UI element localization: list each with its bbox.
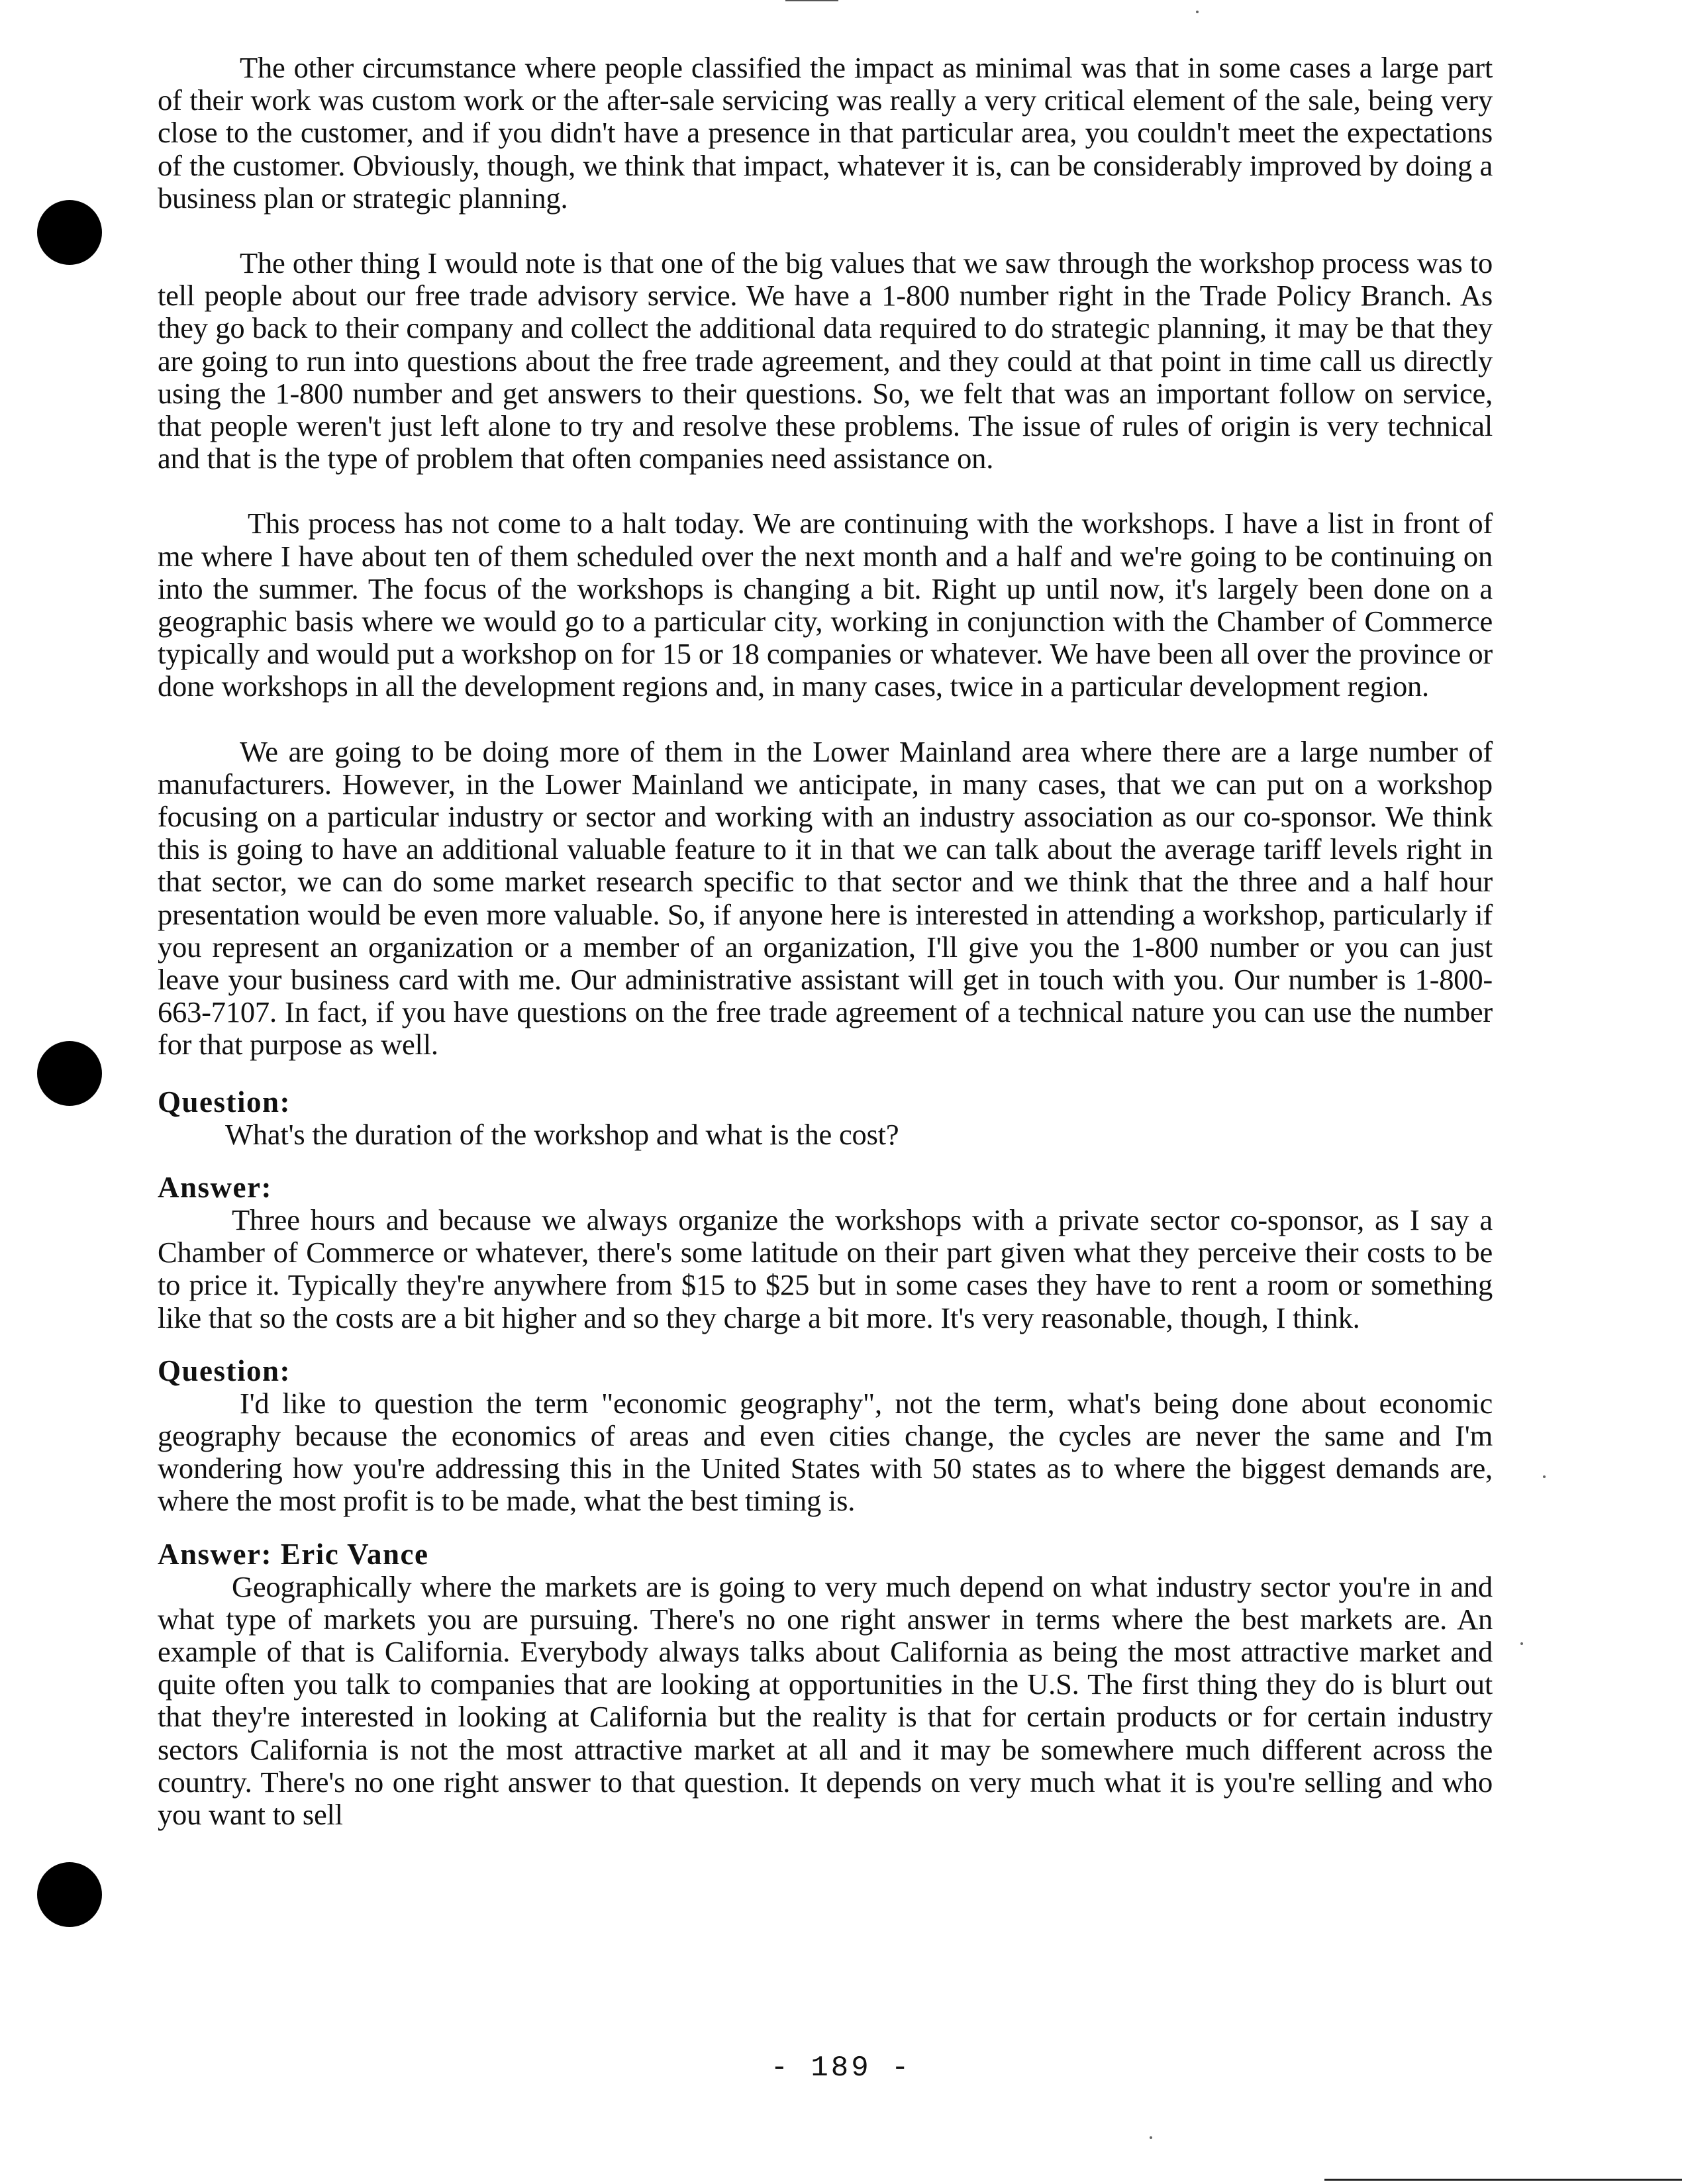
question-heading: Question: bbox=[158, 1085, 291, 1118]
page-number: - 189 - bbox=[770, 2052, 912, 2085]
scan-speck bbox=[1196, 11, 1199, 13]
question-heading: Question: bbox=[158, 1354, 291, 1387]
binder-hole-middle bbox=[37, 1041, 102, 1106]
paragraph-workshops-continuing: This process has not come to a halt today. We are continuing with the workshops. I have a list in front of me where I have about ten of them scheduled over the next month and a half and we're going to be continuing on into the summer. The focus of the workshops is changing a bit. Right up until now, it's largely been done on a geographic basis where we would go to a particular city, working in conjunction with the Chamber of Commerce typically and would put a workshop on for 15 or 18 companies or whatever. We have been all over the province or done workshops in all the development regions and, in many cases, twice in a particular development region. bbox=[158, 507, 1493, 703]
question-text: I'd like to question the term "economic geography", not the term, what's being done about economic geography because the economics of areas and even cities change, the cycles are never the same and I'm wondering how you're addressing this in the United States with 50 states as to where the biggest demands are, where the most profit is to be made, what the best timing is. bbox=[158, 1386, 1493, 1518]
binder-hole-bottom bbox=[37, 1862, 102, 1927]
scan-edge-mark bbox=[785, 0, 838, 1]
paragraph-impact-minimal: The other circumstance where people classified the impact as minimal was that in some cases a large part of their work was custom work or the after-sale servicing was really a very critical element of the sale, being very close to the customer, and if you didn't have a presence in that particular area, you couldn't meet the expectations of the customer. Obviously, though, we think that impact, whatever it is, can be considerably improved by doing a business plan or strategic planning. bbox=[158, 51, 1493, 215]
paragraph-lower-mainland: We are going to be doing more of them in the Lower Mainland area where there are a large number of manufacturers. However, in the Lower Mainland we anticipate, in many cases, that we can put on a workshop focusing on a particular industry or sector and working with an industry association as our co-sponsor. We think this is going to have an additional valuable feature to it in that we can talk about the average tariff levels right in that sector, we can do some market research specific to that sector and we think that the three and a half hour presentation would be even more valuable. So, if anyone here is interested in attending a workshop, particularly if you represent an organization or a member of an organization, I'll give you the 1-800 number or you can just leave your business card with me. Our administrative assistant will get in touch with you. Our number is 1-800-663-7107. In fact, if you have questions on the free trade agreement of a technical nature you can use the number for that purpose as well. bbox=[158, 734, 1493, 1062]
transcript-body bbox=[158, 52, 1493, 1831]
scan-speck bbox=[1520, 1642, 1523, 1645]
binder-hole-top bbox=[37, 200, 102, 265]
scan-speck bbox=[1150, 2136, 1152, 2139]
scan-speck bbox=[1543, 1475, 1546, 1478]
answer-text: Three hours and because we always organize the workshops with a private sector co-sponsor, as I say a Chamber of Commerce or whatever, there's some latitude on their part given what they perceive their costs to be to price it. Typically they're anywhere from $15 to $25 but in some cases they have to rent a room or something like that so the costs are a bit higher and so they charge a bit more. It's very reasonable, though, I think. bbox=[158, 1203, 1493, 1334]
answer-heading-eric-vance: Answer: Eric Vance bbox=[158, 1537, 429, 1571]
answer-heading: Answer: bbox=[158, 1170, 272, 1204]
paragraph-advisory-service: The other thing I would note is that one of the big values that we saw through the workshop process was to tell people about our free trade advisory service. We have a 1-800 number right in the Trade Policy Branch. As they go back to their company and collect the additional data required to do strategic planning, it may be that they are going to run into questions about the free trade agreement, and they could at that point in time call us directly using the 1-800 number and get answers to their questions. So, we felt that was an important follow on service, that people weren't just left alone to try and resolve these problems. The issue of rules of origin is very technical and that is the type of problem that often companies need assistance on. bbox=[158, 246, 1493, 475]
scan-edge-line bbox=[1324, 2179, 1682, 2181]
question-text: What's the duration of the workshop and what is the cost? bbox=[225, 1117, 899, 1151]
answer-text: Geographically where the markets are is going to very much depend on what industry sector you're in and what type of markets you are pursuing. There's no one right answer in terms where the best markets are. An example of that is California. Everybody always talks about California as being the most attractive market and quite often you talk to companies that are looking at opportunities in the U.S. The first thing they do is blurt out that they're interested in looking at California but the reality is that for certain products or for certain industry sectors California is not the most attractive market at all and it may be somewhere much different across the country. There's no one right answer to that question. It depends on very much what it is you're selling and who you want to sell bbox=[158, 1569, 1493, 1831]
